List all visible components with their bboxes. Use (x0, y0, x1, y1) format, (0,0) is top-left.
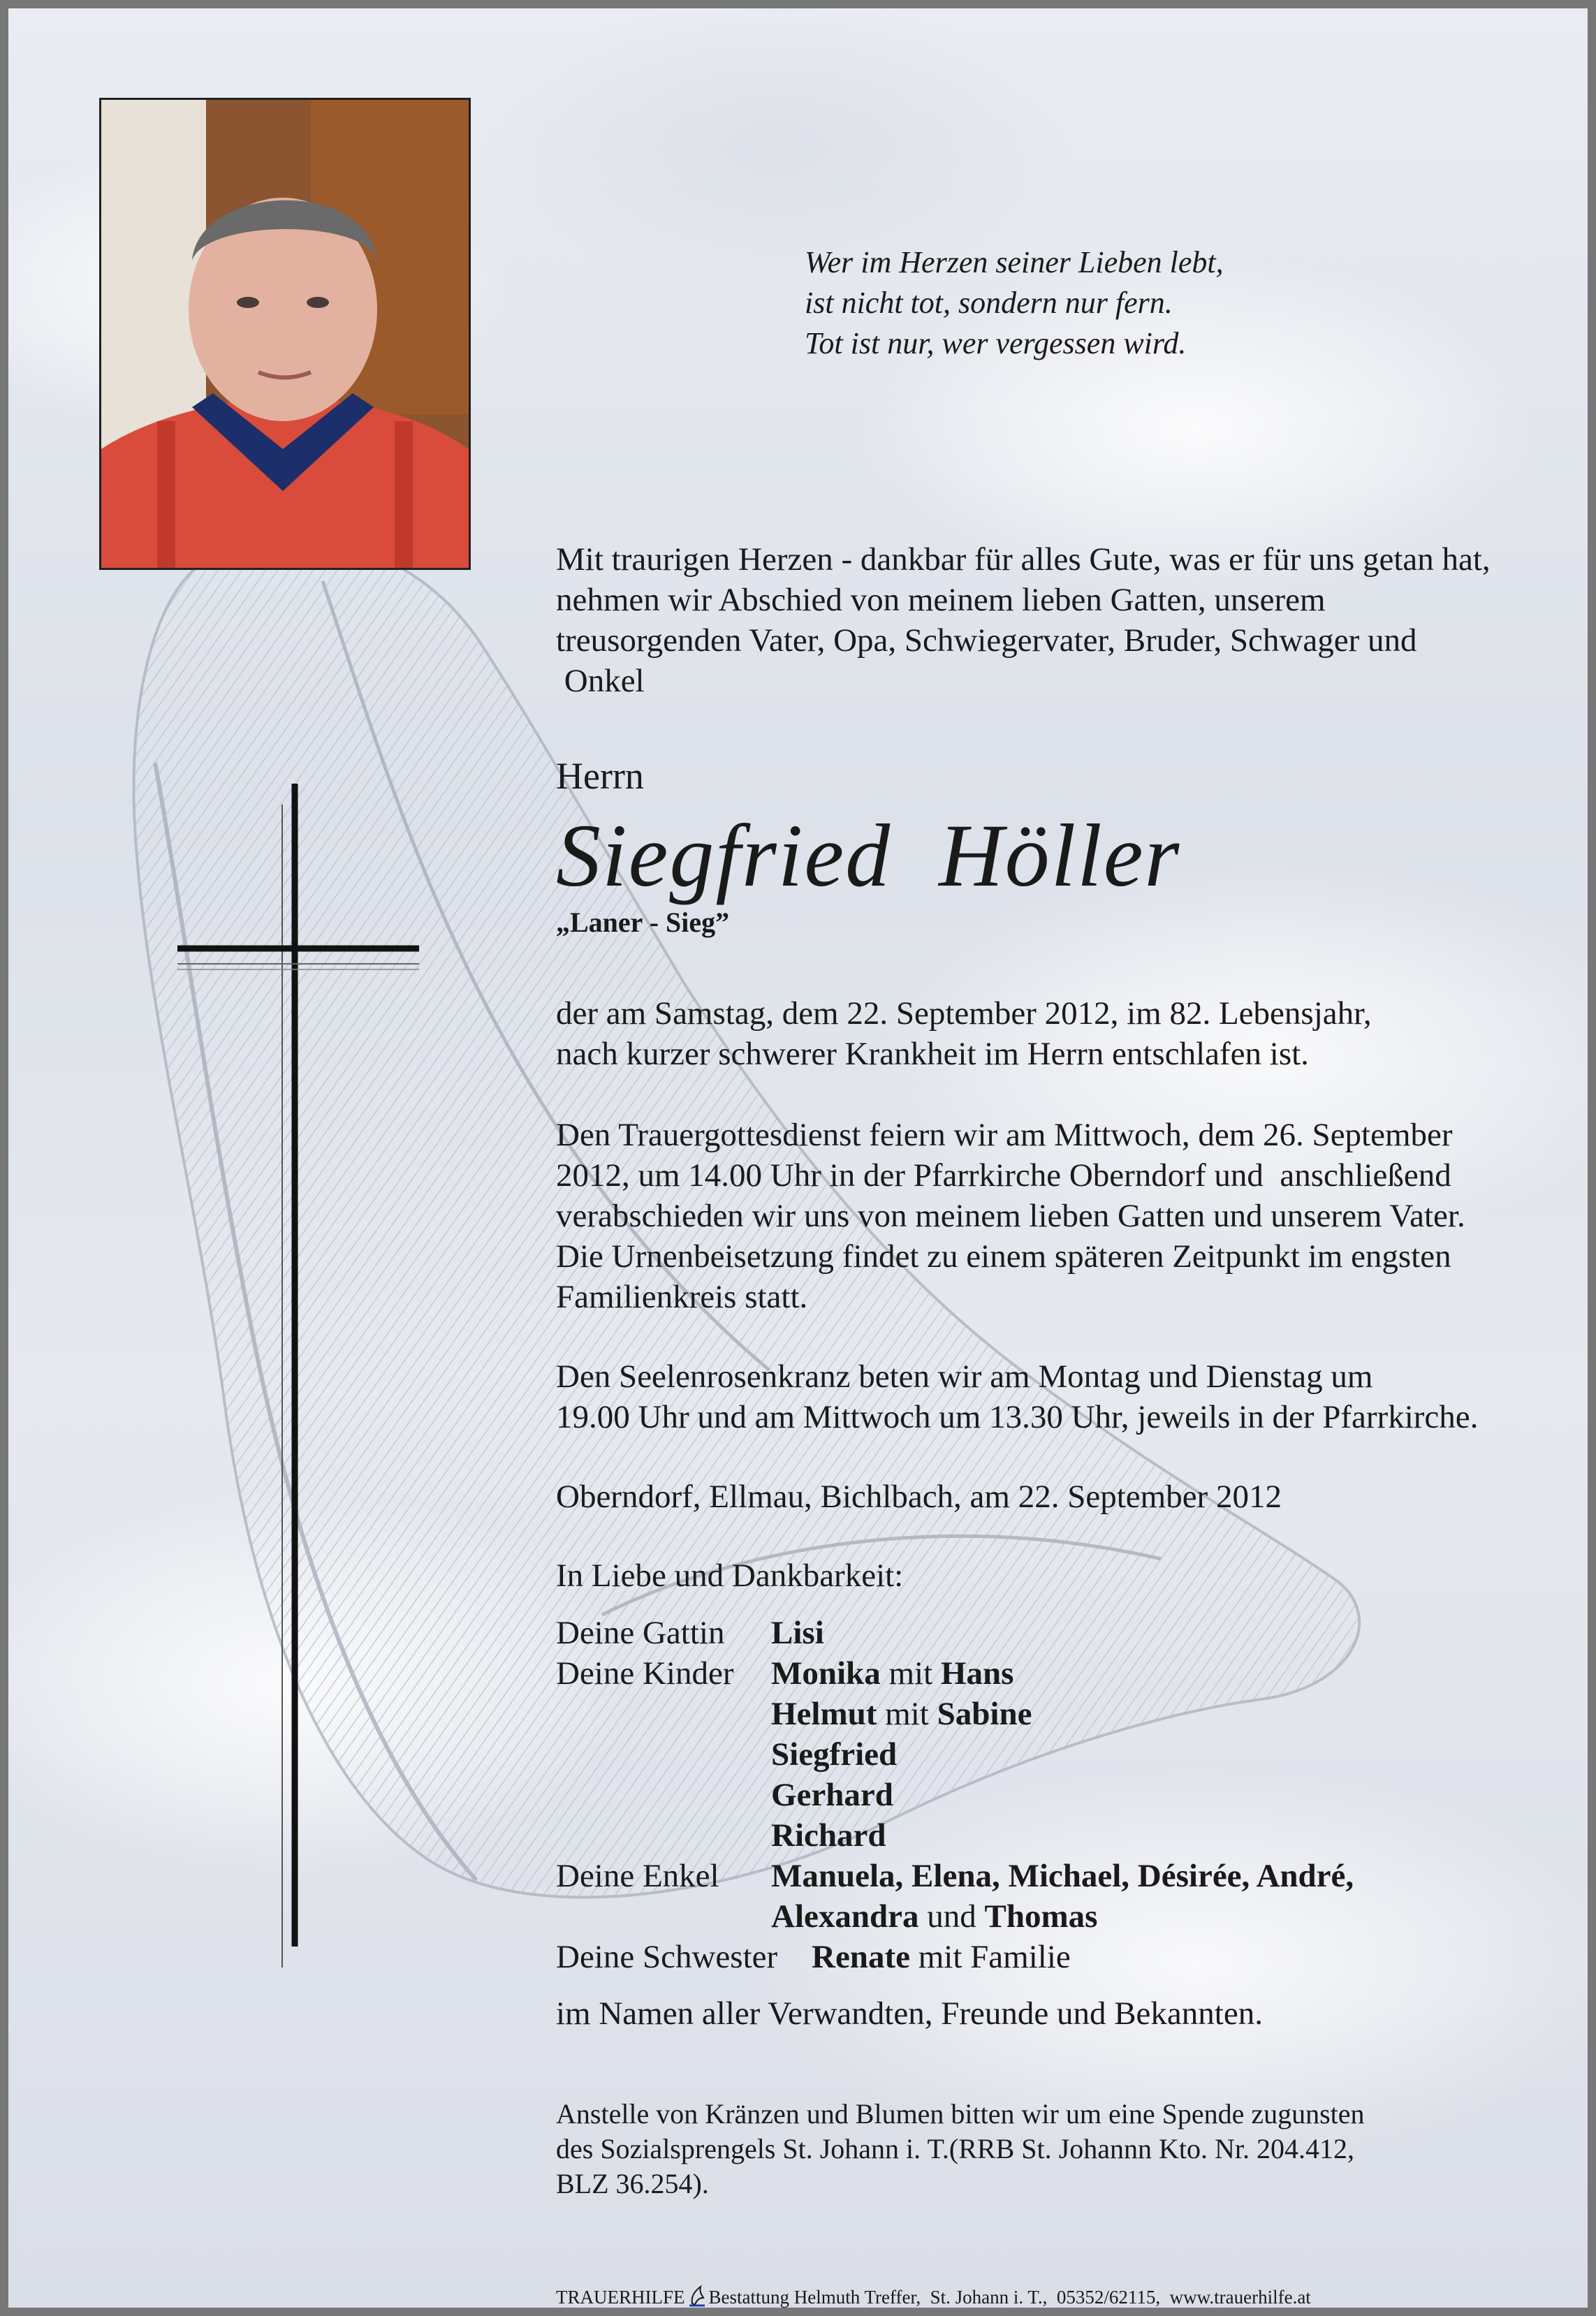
quote-line: Tot ist nur, wer vergessen wird. (805, 326, 1187, 360)
portrait-photo (99, 98, 471, 570)
family-name: Manuela, Elena, Michael, Désirée, André, (771, 1858, 1354, 1894)
rosary-line: Den Seelenrosenkranz beten wir am Montag und Dienstag um (556, 1358, 1373, 1395)
family-conjunction: mit (877, 1696, 937, 1732)
service-line: 2012, um 14.00 Uhr in der Pfarrkirche Oberndorf und anschließend (556, 1157, 1451, 1194)
family-name: Sabine (937, 1696, 1032, 1732)
rosary-paragraph (556, 1356, 1576, 1437)
latin-cross-icon (169, 784, 434, 1971)
service-line: Familienkreis statt. (556, 1279, 808, 1315)
portrait-illustration (101, 100, 469, 568)
family-name: Richard (771, 1817, 886, 1854)
family-label: Deine Gattin (556, 1615, 725, 1651)
service-line: Die Urnenbeisetzung findet zu einem späteren Zeitpunkt im engsten (556, 1238, 1451, 1275)
rosary-line: 19.00 Uhr und am Mittwoch um 13.30 Uhr, jeweils in der Pfarrkirche. (556, 1399, 1479, 1435)
place-date: Oberndorf, Ellmau, Bichlbach, am 22. September 2012 (556, 1479, 1282, 1515)
nickname: „Laner - Sieg” (556, 907, 730, 938)
family-name: Gerhard (771, 1777, 893, 1813)
intro-line: Mit traurigen Herzen - dankbar für alles Gute, was er für uns getan hat, (556, 541, 1491, 578)
intro-line: nehmen wir Abschied von meinem lieben Gatten, unserem (556, 582, 1326, 618)
salutation: Herrn (556, 755, 644, 797)
donation-line: des Sozialsprengels St. Johann i. T.(RRB St. Johannn Kto. Nr. 204.412, (556, 2133, 1354, 2164)
family-conjunction: mit (880, 1655, 941, 1692)
family-name: Thomas (984, 1898, 1098, 1935)
dove-icon (688, 2284, 706, 2313)
family-name: Monika (771, 1655, 881, 1692)
donation-line: BLZ 36.254). (556, 2168, 709, 2199)
family-conjunction: mit Familie (909, 1939, 1071, 1975)
deceased-name: Siegfried Höller (556, 806, 1181, 905)
footer (556, 2284, 1311, 2313)
footer-brand: TRAUERHILFE (556, 2287, 685, 2308)
in-love-heading: In Liebe und Dankbarkeit: (556, 1558, 904, 1594)
family-name: Siegfried (771, 1736, 898, 1773)
quote-line: Wer im Herzen seiner Lieben lebt, (805, 245, 1224, 279)
family-label: Deine Enkel (556, 1858, 719, 1894)
death-notice-line: der am Samstag, dem 22. September 2012, im 82. Lebensjahr, (556, 995, 1372, 1032)
family-label: Deine Schwester (556, 1939, 778, 1975)
death-notice-line: nach kurzer schwerer Krankheit im Herrn entschlafen ist. (556, 1036, 1309, 1072)
funeral-service-paragraph (556, 1115, 1576, 1317)
intro-line: treusorgenden Vater, Opa, Schwiegervater, Bruder, Schwager und (556, 622, 1417, 659)
service-line: Den Trauergottesdienst feiern wir am Mittwoch, dem 26. September (556, 1117, 1453, 1153)
family-name: Alexandra (771, 1898, 919, 1935)
service-line: verabschieden wir uns von meinem lieben Gatten und unserem Vater. (556, 1198, 1465, 1234)
donation-line: Anstelle von Kränzen und Blumen bitten wir um eine Spende zugunsten (556, 2098, 1365, 2130)
donation-note (556, 2097, 1534, 2201)
memorial-quote (805, 242, 1224, 364)
family-name: Helmut (771, 1696, 877, 1732)
family-name: Hans (940, 1655, 1014, 1692)
family-name: Renate (812, 1939, 910, 1975)
quote-line: ist nicht tot, sondern nur fern. (805, 286, 1173, 320)
intro-paragraph (556, 539, 1576, 701)
footer-text: Bestattung Helmuth Treffer, St. Johann i. T., 05352/62115, www.trauerhilfe.at (708, 2287, 1311, 2308)
family-name: Lisi (771, 1615, 824, 1651)
closing-line: im Namen aller Verwandten, Freunde und Bekannten. (556, 1995, 1263, 2032)
family-conjunction: und (918, 1898, 985, 1935)
death-notice (556, 993, 1576, 1074)
intro-line: Onkel (556, 663, 645, 699)
family-label: Deine Kinder (556, 1655, 734, 1692)
